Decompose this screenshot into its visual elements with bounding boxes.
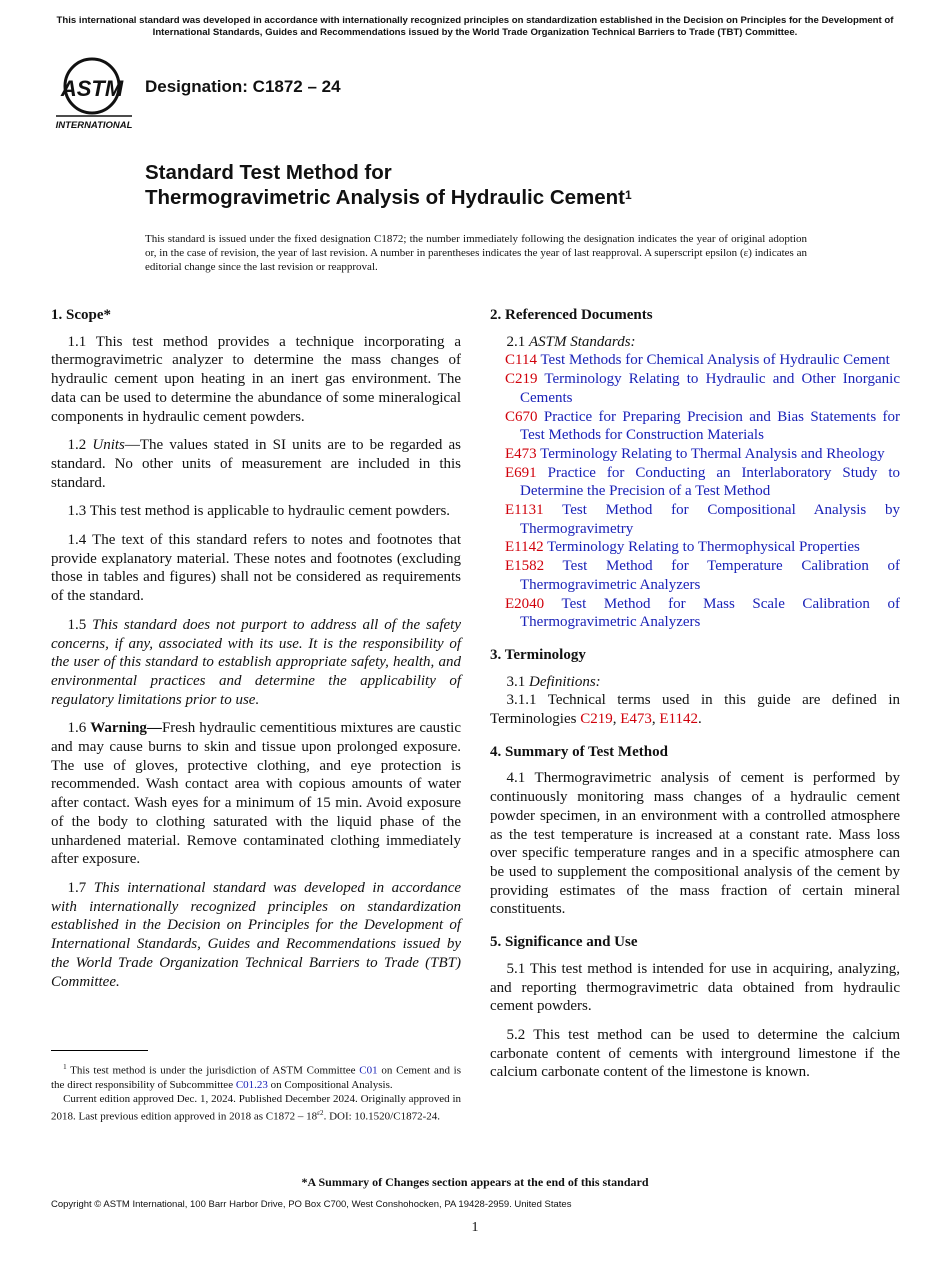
reference-list [505,351,900,632]
paragraph-1-6: 1.6 Warning—Fresh hydraulic cementitious mixtures are caustic and may cause burns to skin and tissue upon prolonged exposure. The use of gloves, protective clothing, and eye protection is recommended. Wash contact area with copious amounts of water after contact. Wash eyes for a minimum of 15 min. Avoid exposure of the body to clothing saturated with the liquid phase of the unhardened material. Remove contaminated clothing immediately after exposure. [51,720,461,868]
paragraph-4-1: 4.1 Thermogravimetric analysis of cement is performed by continuously monitoring mass changes of a hydraulic cement powder specimen, in an environment with a controlled atmosphere as the test temperature is increased at a constant rate. Mass loss over specific temperature ranges and in a specific atmosphere can be used to supplement the compositional analysis of the cement by providing estimates of the mass fraction of certain mineral constituents. [490,770,901,918]
designation: Designation: C1872 – 24 [145,77,341,96]
link-e473[interactable]: E473 [620,711,652,728]
reference-item[interactable]: E691 Practice for Conducting an Interlaboratory Study to Determine the Precision of a Test Method [505,464,900,500]
title-line-1: Standard Test Method for [145,161,392,184]
paragraph-1-5: 1.5 This standard does not purport to address all of the safety concerns, if any, associated with its use. It is the responsibility of the user of this standard to establish appropriate safety, health, and environmental practices and determine the applicability of regulatory limitations prior to use. [51,616,462,708]
reference-item[interactable]: C219 Terminology Relating to Hydraulic and Other Inorganic Cements [505,371,900,406]
paragraph-1-1: 1.1 This test method provides a technique incorporating a thermogravimetric analyzer to determine the mass changes of hydraulic cement upon heating in an inert gas environment. The data can be used to determine the abundance of some mineralogical components in hydraulic cement powders. [51,333,461,425]
title-footnote-marker[interactable]: 1 [625,188,632,202]
document-title [145,160,845,210]
section-heading-significance: 5. Significance and Use [490,934,638,951]
paragraph-1-3: 1.3 This test method is applicable to hydraulic cement powders. [67,503,451,520]
paragraph-5-1: 5.1 This test method is intended for use in acquiring, analyzing, and reporting thermogravimetric data obtained from hydraulic cement powders. [490,960,900,1015]
astm-logo-mark: ASTM [60,76,124,101]
astm-logo-word: INTERNATIONAL [55,120,133,131]
link-c01[interactable]: C01 [359,1064,378,1077]
reference-item[interactable]: E1142 Terminology Relating to Thermophysical Properties [505,539,860,556]
paragraph-5-2: 5.2 This test method can be used to determine the calcium carbonate content of cements with interground limestone if the calcium carbonate content of the limestone is known. [490,1026,900,1081]
footnote-rule [51,1050,148,1051]
subsection-2-1: 2.1 ASTM Standards: [506,333,636,350]
link-e1142[interactable]: E1142 [659,711,698,728]
astm-logo-icon [52,56,136,132]
page-number: 1 [471,1220,479,1235]
wto-banner: This international standard was developed in accordance with internationally recognized principles on standardization established in the Decision on Principles for the Development of International Standards, Guides and Recommendations issued by the World Trade Organization Technical Barriers to Trade (TBT) Committee. [56,15,894,38]
section-heading-scope: 1. Scope* [51,307,111,323]
reference-item[interactable]: E473 Terminology Relating to Thermal Analysis and Rheology [505,445,885,462]
reference-item[interactable]: E1582 Test Method for Temperature Calibration of Thermogravimetric Analyzers [505,558,900,593]
reference-item[interactable]: E1131 Test Method for Compositional Analysis by Thermogravimetry [505,502,900,537]
footnote-para-1: $^1$ This test method is under the jurisdiction of ASTM Committee C01 on Cement and is the direct responsibility of Subcommittee C01.23 on Compositional Analysis. [51,1063,462,1091]
section-heading-referenced-documents: 2. Referenced Documents [490,307,653,323]
link-c01-23[interactable]: C01.23 [235,1078,268,1091]
section-heading-terminology: 3. Terminology [490,646,586,663]
link-c219[interactable]: C219 [580,711,613,728]
reference-item[interactable]: C670 Practice for Preparing Precision and Bias Statements for Test Methods for Construction Materials [505,408,901,444]
copyright: Copyright © ASTM International, 100 Barr Harbor Drive, PO Box C700, West Conshohocken, PA 19428-2959. United States [51,1199,572,1210]
paragraph-3-1-1: 3.1.1 Technical terms used in this guide are defined in Terminologies C219, E473, E1142. [490,692,900,728]
section-heading-summary: 4. Summary of Test Method [490,743,668,760]
paragraph-1-7: 1.7 This international standard was developed in accordance with internationally recognized principles on standardization established in the Decision on Principles for the Development of International Standards, Guides and Recommendations issued by the World Trade Organization Technical Barriers to Trade (TBT) Committee. [51,879,462,990]
subsection-3-1: 3.1 Definitions: [506,673,601,690]
left-column [51,306,461,1001]
reference-item[interactable]: C114 Test Methods for Chemical Analysis of Hydraulic Cement [505,352,890,369]
reference-item[interactable]: E2040 Test Method for Mass Scale Calibration of Thermogravimetric Analyzers [505,595,900,631]
footnote [51,1060,461,1123]
paragraph-1-2: 1.2 Units—The values stated in SI units are to be regarded as standard. No other units of measurement are included in this standard. [51,437,461,491]
title-line-2: Thermogravimetric Analysis of Hydraulic Cement$^1$ [145,186,632,209]
paragraph-1-4: 1.4 The text of this standard refers to notes and footnotes that provide explanatory material. These notes and footnotes (excluding those in tables and figures) shall not be considered as requirements of the standard. [51,532,461,605]
summary-of-changes-note: *A Summary of Changes section appears at the end of this standard [301,1175,649,1189]
footnote-para-2: Current edition approved Dec. 1, 2024. Published December 2024. Originally approved in 2018. Last previous edition approved in 2018 as $C1872 - 18^{\varepsilon 2}$. DOI: 10.1520/C1872-24. [51,1092,461,1123]
right-column [490,306,900,1092]
issue-note: This standard is issued under the fixed designation C1872; the number immediately following the designation indicates the year of original adoption or, in the case of revision, the year of last revision. A number in parentheses indicates the year of last reapproval. A superscript epsilon (ε) indicates an editorial change since the last revision or reapproval. [145,233,807,273]
